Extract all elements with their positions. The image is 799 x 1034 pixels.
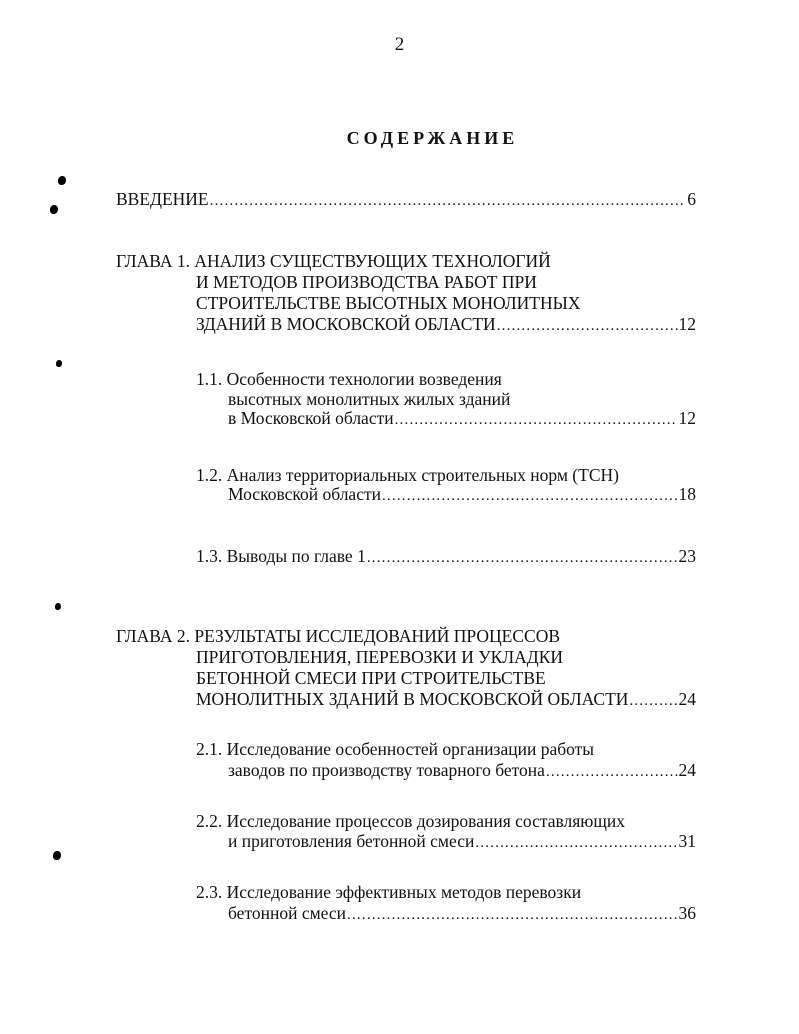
section-1-1-line-3	[228, 408, 696, 431]
section-2-3-line-2	[228, 903, 696, 926]
section-1-2-line-2	[228, 484, 696, 507]
chapter-1-heading-line-1: ГЛАВА 1. АНАЛИЗ СУЩЕСТВУЮЩИХ ТЕХНОЛОГИЙ	[116, 251, 551, 271]
leader-dots	[475, 833, 677, 854]
leader-dots	[546, 762, 678, 783]
leader-dots	[367, 548, 678, 569]
chapter-2-heading-line-2: ПРИГОТОВЛЕНИЯ, ПЕРЕВОЗКИ И УКЛАДКИ	[196, 647, 564, 667]
toc-entry-title: ЗДАНИЙ В МОСКОВСКОЙ ОБЛАСТИ	[196, 314, 496, 334]
leader-dots	[347, 905, 677, 926]
section-1-2-line-1: 1.2. Анализ территориальных строительных норм (ТСН)	[196, 465, 619, 485]
chapter-1-heading-line-2: И МЕТОДОВ ПРОИЗВОДСТВА РАБОТ ПРИ	[196, 272, 537, 292]
toc-entry-title: 1.3. Выводы по главе 1	[196, 546, 366, 566]
chapter-1-heading-line-3: СТРОИТЕЛЬСТВЕ ВЫСОТНЫХ МОНОЛИТНЫХ	[196, 293, 581, 313]
toc-entry-title: и приготовления бетонной смеси	[228, 831, 475, 851]
section-2-2-line-2	[228, 831, 696, 854]
leader-dots	[210, 191, 687, 212]
section-1-1-line-2: высотных монолитных жилых зданий	[228, 389, 511, 409]
section-2-3-line-1: 2.3. Исследование эффективных методов перевозки	[196, 882, 582, 902]
toc-entry-title: Московской области	[228, 484, 381, 504]
toc-page-number: 12	[678, 408, 696, 428]
toc-entry-title: заводов по производству товарного бетона	[228, 760, 545, 780]
chapter-2-heading-line-1: ГЛАВА 2. РЕЗУЛЬТАТЫ ИССЛЕДОВАНИЙ ПРОЦЕССОВ	[116, 626, 561, 646]
scan-mark	[55, 603, 61, 610]
page-number: 2	[394, 34, 405, 55]
toc-page-number: 24	[678, 760, 696, 780]
toc-title: СОДЕРЖАНИЕ	[346, 128, 519, 148]
toc-entry-title: в Московской области	[228, 408, 394, 428]
leader-dots	[382, 486, 678, 507]
toc-entry-intro	[116, 189, 696, 212]
scan-mark	[53, 851, 61, 860]
leader-dots	[395, 410, 678, 431]
scan-mark	[50, 205, 58, 214]
scan-mark	[56, 360, 62, 367]
toc-entry-title: МОНОЛИТНЫХ ЗДАНИЙ В МОСКОВСКОЙ ОБЛАСТИ	[196, 689, 629, 709]
toc-page-number: 12	[678, 314, 696, 334]
section-1-1-line-1: 1.1. Особенности технологии возведения	[196, 369, 502, 389]
toc-page-number: 36	[678, 903, 696, 923]
toc-page-number: 31	[678, 831, 696, 851]
chapter-2-heading-line-4	[196, 689, 696, 712]
section-2-1-line-1: 2.1. Исследование особенностей организации работы	[196, 739, 595, 759]
chapter-1-heading-line-4	[196, 314, 696, 337]
section-2-2-line-1: 2.2. Исследование процессов дозирования составляющих	[196, 811, 625, 831]
toc-page-number: 18	[678, 484, 696, 504]
toc-page-number: 23	[678, 546, 696, 566]
leader-dots	[629, 691, 677, 712]
leader-dots	[497, 316, 678, 337]
section-1-3	[196, 546, 696, 569]
toc-entry-title: бетонной смеси	[228, 903, 347, 923]
section-2-1-line-2	[228, 760, 696, 783]
chapter-2-heading-line-3: БЕТОННОЙ СМЕСИ ПРИ СТРОИТЕЛЬСТВЕ	[196, 668, 546, 688]
toc-page-number: 24	[678, 689, 696, 709]
toc-entry-title: ВВЕДЕНИЕ	[116, 189, 209, 209]
toc-page-number: 6	[687, 189, 696, 209]
scan-mark	[58, 176, 66, 185]
